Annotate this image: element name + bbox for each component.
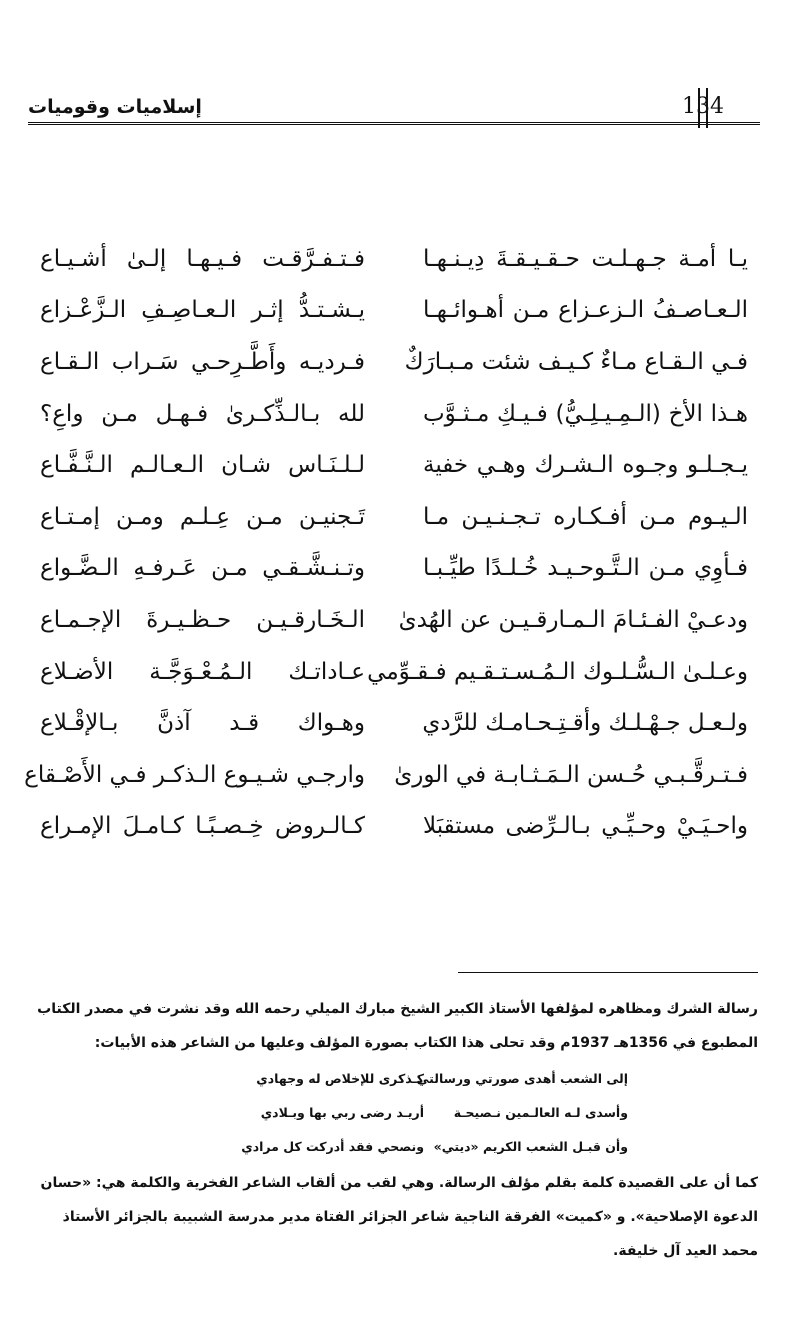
verse-second-hemistich: عـاداتـك الـمُـعْـوَجَّـة الأضـلاع bbox=[40, 658, 365, 685]
verse-first-hemistich: ولـعـل جـهْـلـك وأقـتِـحـامـك للرَّدي bbox=[422, 710, 748, 737]
verse-second-hemistich: وهـواك قـد آذنَّ بـالإقْـلاع bbox=[40, 710, 365, 737]
verse bbox=[40, 646, 748, 698]
poem bbox=[24, 233, 748, 852]
footnote-verse-first: إلى الشعب أهدى صورتي ورسالتي bbox=[416, 1071, 628, 1086]
verse-second-hemistich: الـخَـارقـيـن حـظـيـرةَ الإجـمـاع bbox=[40, 606, 365, 633]
footnote-verses bbox=[28, 1062, 758, 1164]
verse bbox=[40, 491, 748, 543]
verse bbox=[40, 233, 748, 285]
verse bbox=[40, 543, 748, 595]
running-title: إسلاميات وقوميات bbox=[28, 96, 202, 118]
verse bbox=[40, 336, 748, 388]
footnote bbox=[28, 992, 758, 1268]
footnote-verse-second: كـذكرى للإخلاص له وجهادي bbox=[256, 1071, 424, 1086]
verse-first-hemistich: الـيـوم مـن أفـكـاره تـجـنـيـن مـا bbox=[423, 503, 748, 530]
verse-second-hemistich: تَـجنيـن مـن عِـلـم ومـن إمـتـاع bbox=[40, 503, 365, 530]
footnote-verse bbox=[28, 1130, 758, 1164]
verse-second-hemistich: وارجـي شـيـوع الـذكـر فـي الأَصْـقاع bbox=[24, 761, 365, 788]
verse-first-hemistich: فـي الـقـاع مـاءٌ كـيـف شئت مـبـارَكٌ bbox=[404, 348, 748, 375]
footnote-paragraph: رسالة الشرك ومظاهره لمؤلفها الأستاذ الكبير الشيخ مبارك الميلي رحمه الله وقد نشرت في مصدر الكتاب المطبوع في 1356هـ 1937م وقد تحلى هذا الكتاب بصورة المؤلف وعليها من الشاعر هذه الأبيات: bbox=[37, 1001, 758, 1051]
verse bbox=[40, 801, 748, 853]
footnote-verse-first: وأن قبـل الشعب الكريم «ديتي» bbox=[433, 1139, 628, 1154]
page-header bbox=[28, 92, 760, 132]
verse-first-hemistich: واحـيَـيْ وحـيِّـي بـالـرِّضى مستقبَلا bbox=[423, 813, 748, 840]
footnote-verse-second: أريـد رضى ربي بها وبـلادي bbox=[260, 1105, 424, 1120]
verse-second-hemistich: لـلـنَـاس شـان الـعـالـم الـنَّـفَّـاع bbox=[40, 452, 365, 479]
verse-first-hemistich: ودعـيْ الفـئـامَ الـمـارقـيـن عن الهُدىٰ bbox=[398, 606, 748, 633]
page-number: 134 bbox=[682, 94, 724, 119]
verse bbox=[24, 749, 748, 801]
verse bbox=[40, 285, 748, 337]
footnote-rule bbox=[458, 972, 758, 973]
verse bbox=[40, 439, 748, 491]
verse bbox=[40, 594, 748, 646]
footnote-verse-second: ونصحي فقد أدركت كل مرادي bbox=[241, 1139, 424, 1154]
verse-first-hemistich: فـأوِي مـن الـتَّـوحـيـد خُـلـدًا طيِّـبـا bbox=[423, 555, 748, 582]
verse bbox=[40, 388, 748, 440]
verse-first-hemistich: هـذا الأخ (الـمِـيـلِـيُّ) فـيـكِ مـثـوَّب bbox=[423, 400, 748, 427]
verse-first-hemistich: الـعـاصـفُ الـزعـزاع مـن أهـوائـهـا bbox=[423, 297, 748, 324]
verse-first-hemistich: يـجـلـو وجـوه الـشـرك وهـي خفية bbox=[423, 452, 748, 479]
verse-first-hemistich: فـتـرقَّـبـي حُـسن الـمَـثـابـة في الورىٰ bbox=[394, 761, 748, 788]
footnote-verse-first: وأسدى لـه العالـمين نـصيحـة bbox=[453, 1105, 628, 1120]
verse bbox=[40, 697, 748, 749]
verse-second-hemistich: وتـنـشَّـقـي مـن عَـرفـهِ الـضَّـواع bbox=[40, 555, 365, 582]
verse-second-hemistich: كـالـروض خِـصـبًـا كـامـلَ الإمـراع bbox=[40, 813, 365, 840]
verse-second-hemistich: فـتـفـرَّقـت فـيـهـا إلـىٰ أشـيـاع bbox=[40, 245, 365, 272]
footnote-verse bbox=[28, 1062, 758, 1096]
verse-first-hemistich: وعـلـىٰ الـسُّـلـوك الـمُـسـتـقـيم فـقـوِّمي bbox=[367, 658, 748, 685]
verse-second-hemistich: فـرديـه وأَطَّـرِحـي سَـراب الـقـاع bbox=[40, 348, 365, 375]
header-rule bbox=[28, 122, 760, 125]
verse-first-hemistich: يـا أمـة جـهـلـت حـقـيـقـةَ دِيـنـهـا bbox=[423, 245, 748, 272]
verse-second-hemistich: لله بـالـذِّكـرىٰ فـهـل مـن واعِ؟ bbox=[40, 400, 365, 427]
footnote-paragraph: كما أن على القصيدة كلمة بقلم مؤلف الرسالة. وهي لقب من ألقاب الشاعر الفخرية والكلمة هي: «حسان الدعوة الإصلاحية». و «كميت» الفرقة الناجية شاعر الجزائر الفتاة مدير مدرسة الشبيبة بالجزائر الأستاذ محمد العيد آل خليفة. bbox=[40, 1175, 758, 1259]
footnote-verse bbox=[28, 1096, 758, 1130]
verse-second-hemistich: يـشـتـدُّ إثـر الـعـاصِـفِ الـزَّعْـزاع bbox=[40, 297, 365, 324]
